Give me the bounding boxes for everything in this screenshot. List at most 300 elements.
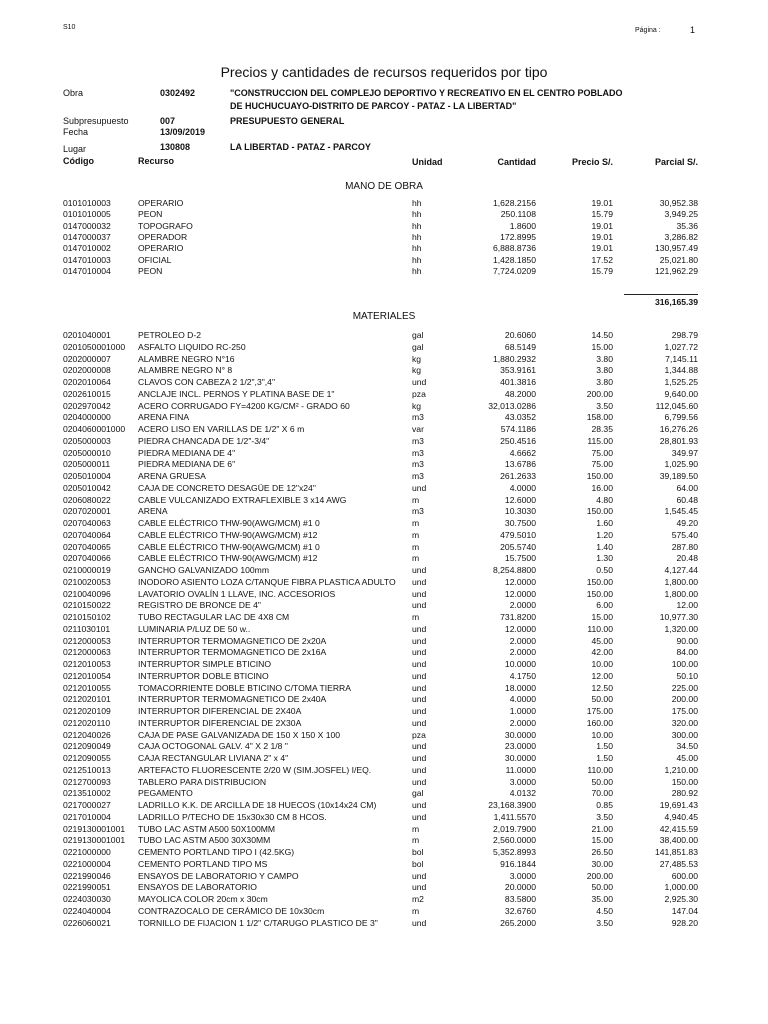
- row-unit: m: [412, 553, 420, 564]
- row-partial: 9,640.00: [664, 388, 698, 399]
- row-partial: 1,025.90: [664, 459, 698, 470]
- row-resource: CONTRAZOCALO DE CERÁMICO DE 10x30cm: [138, 905, 325, 916]
- table-row: [0, 706, 768, 717]
- row-partial: 34.50: [676, 741, 698, 752]
- row-qty: 261.2633: [500, 471, 536, 481]
- row-code: 0205010004: [63, 471, 111, 481]
- row-price: 3.50: [596, 400, 613, 411]
- subpresupuesto-label: Subpresupuesto: [63, 116, 129, 126]
- row-partial: 30,952.38: [659, 198, 698, 208]
- row-code: 0101010003: [63, 198, 111, 208]
- row-price: 150.00: [586, 506, 613, 517]
- row-qty: 3.0000: [509, 776, 536, 787]
- row-code: 0221000000: [63, 847, 111, 857]
- section-title-mano-de-obra: MANO DE OBRA: [345, 181, 423, 192]
- row-qty: 265.2000: [500, 917, 536, 928]
- table-row: [0, 401, 768, 412]
- row-unit: hh: [412, 209, 422, 220]
- row-resource: CLAVOS CON CABEZA 2 1/2",3",4": [138, 377, 275, 387]
- row-code: 0212020110: [63, 717, 111, 728]
- row-unit: m3: [412, 412, 424, 423]
- table-row: [0, 365, 768, 376]
- row-resource: LAVATORIO OVALÍN 1 LLAVE, INC. ACCESORIOS: [138, 588, 336, 599]
- row-price: 19.01: [591, 243, 613, 254]
- col-header-resource: Recurso: [138, 156, 175, 166]
- row-resource: ASFALTO LIQUIDO RC-250: [138, 341, 246, 352]
- row-price: 50.00: [591, 776, 613, 787]
- row-resource: ACERO CORRUGADO FY=4200 KG/CM² - GRADO 60: [138, 400, 350, 411]
- table-row: [0, 800, 768, 811]
- row-price: 17.52: [591, 254, 613, 265]
- row-price: 158.00: [586, 412, 613, 423]
- row-resource: INTERRUPTOR TERMOMAGNETICO DE 2x16A: [138, 647, 327, 658]
- mano-de-obra-total: 316,165.39: [654, 297, 698, 307]
- obra-label: Obra: [63, 88, 84, 98]
- row-price: 75.00: [591, 459, 613, 470]
- row-price: 15.79: [591, 209, 613, 220]
- row-qty: 30.7500: [504, 518, 536, 528]
- col-header-partial: Parcial S/.: [654, 157, 698, 167]
- table-row: [0, 636, 768, 647]
- row-code: 0147010002: [63, 243, 111, 254]
- row-partial: 150.00: [671, 776, 698, 787]
- row-qty: 8,254.8800: [492, 565, 536, 575]
- row-partial: 147.04: [671, 905, 698, 916]
- row-resource: LUMINARIA P/LUZ DE 50 w..: [138, 623, 251, 634]
- table-row: [0, 342, 768, 353]
- row-code: 0212700093: [63, 776, 111, 787]
- row-code: 0205000003: [63, 435, 111, 446]
- row-code: 0147010003: [63, 254, 111, 265]
- row-partial: 1,545.45: [664, 506, 698, 517]
- row-resource: REGISTRO DE BRONCE DE 4": [138, 600, 261, 611]
- row-partial: 175.00: [671, 706, 698, 716]
- row-code: 0101010005: [63, 209, 111, 220]
- row-unit: m: [412, 518, 420, 528]
- table-row: [0, 671, 768, 682]
- lugar-desc: LA LIBERTAD - PATAZ - PARCOY: [230, 142, 371, 152]
- row-qty: 2.0000: [509, 717, 536, 728]
- row-price: 1.30: [596, 553, 613, 564]
- table-row: [0, 812, 768, 823]
- row-partial: 121,962.29: [654, 265, 698, 276]
- row-unit: und: [412, 811, 427, 822]
- row-price: 150.00: [586, 576, 613, 587]
- table-row: [0, 918, 768, 929]
- row-price: 50.00: [591, 694, 613, 705]
- row-price: 200.00: [586, 870, 613, 881]
- row-code: 0221000004: [63, 858, 111, 869]
- row-unit: und: [412, 576, 427, 587]
- table-row: [0, 436, 768, 447]
- row-unit: und: [412, 882, 427, 893]
- row-code: 0210150022: [63, 600, 111, 611]
- subpresupuesto-desc: PRESUPUESTO GENERAL: [230, 116, 345, 126]
- row-code: 0212010054: [63, 670, 111, 681]
- row-resource: PIEDRA MEDIANA DE 4": [138, 447, 236, 458]
- table-row: [0, 506, 768, 517]
- row-qty: 13.6786: [504, 459, 536, 470]
- table-row: [0, 577, 768, 588]
- row-partial: 49.20: [676, 518, 698, 528]
- row-qty: 1,428.1850: [492, 254, 536, 265]
- row-resource: ACERO LISO EN VARILLAS DE 1/2" X 6 m: [138, 424, 305, 434]
- row-code: 0201040001: [63, 330, 111, 340]
- row-code: 0226060021: [63, 917, 111, 928]
- table-row: [0, 518, 768, 529]
- row-code: 0205010042: [63, 482, 111, 493]
- row-qty: 20.0000: [504, 882, 536, 893]
- page-number: 1: [690, 25, 696, 35]
- row-code: 0201050001000: [63, 341, 126, 352]
- row-partial: 349.97: [671, 447, 698, 458]
- row-unit: bol: [412, 847, 424, 857]
- row-resource: OFICIAL: [138, 254, 172, 265]
- row-partial: 4,940.45: [664, 811, 698, 822]
- row-price: 110.00: [587, 764, 613, 775]
- row-partial: 16,276.26: [659, 424, 698, 434]
- row-unit: m: [412, 905, 420, 916]
- row-partial: 3,286.82: [664, 231, 698, 242]
- table-row: [0, 542, 768, 553]
- row-partial: 38,400.00: [659, 835, 698, 846]
- row-partial: 6,799.56: [664, 412, 698, 423]
- row-code: 0211030101: [63, 623, 111, 634]
- row-code: 0221990046: [63, 870, 111, 881]
- row-price: 30.00: [591, 858, 613, 869]
- table-row: [0, 412, 768, 423]
- table-row: [0, 565, 768, 576]
- row-price: 0.50: [596, 565, 613, 575]
- row-qty: 30.0000: [504, 753, 536, 763]
- row-partial: 1,344.88: [664, 365, 698, 376]
- row-resource: TORNILLO DE FIJACION 1 1/2" C/TARUGO PLASTICO DE 3": [138, 917, 378, 928]
- table-row: [0, 483, 768, 494]
- row-qty: 20.6060: [504, 330, 536, 340]
- row-qty: 10.3030: [504, 506, 536, 517]
- row-qty: 5,352.8993: [492, 847, 536, 857]
- row-unit: m: [412, 612, 420, 622]
- row-code: 0212510013: [63, 764, 111, 775]
- row-resource: CABLE ELÉCTRICO THW-90(AWG/MCM) #12: [138, 553, 318, 564]
- row-resource: TABLERO PARA DISTRIBUCION: [138, 776, 267, 787]
- row-partial: 60.48: [676, 494, 698, 505]
- row-price: 160.00: [586, 717, 613, 728]
- row-qty: 3.0000: [509, 870, 536, 881]
- row-resource: INTERRUPTOR TERMOMAGNETICO DE 2x20A: [138, 635, 327, 646]
- subtotal-rule: [624, 294, 698, 295]
- row-qty: 2,560.0000: [492, 835, 536, 846]
- row-resource: PIEDRA CHANCADA DE 1/2"-3/4": [138, 435, 270, 446]
- row-qty: 4.6662: [509, 447, 536, 458]
- row-code: 0147000032: [63, 220, 111, 231]
- table-row: [0, 730, 768, 741]
- row-resource: LADRILLO P/TECHO DE 15x30x30 CM 8 HCOS.: [138, 811, 327, 822]
- table-row: [0, 495, 768, 506]
- row-resource: ANCLAJE INCL. PERNOS Y PLATINA BASE DE 1": [138, 388, 335, 399]
- row-unit: und: [412, 670, 427, 681]
- row-price: 19.01: [591, 198, 613, 208]
- row-code: 0202970042: [63, 400, 111, 411]
- row-unit: m3: [412, 471, 424, 481]
- row-qty: 205.5740: [500, 541, 536, 552]
- row-price: 150.00: [586, 588, 613, 599]
- table-row: [0, 694, 768, 705]
- row-price: 19.01: [591, 220, 613, 231]
- row-code: 0210040096: [63, 588, 111, 599]
- row-resource: ALAMBRE NEGRO N°16: [138, 353, 235, 364]
- row-partial: 42,415.59: [659, 823, 698, 834]
- row-unit: und: [412, 565, 427, 575]
- row-partial: 298.79: [671, 330, 698, 340]
- row-code: 0213510002: [63, 788, 111, 799]
- row-code: 0224030030: [63, 894, 111, 904]
- row-unit: und: [412, 741, 427, 752]
- row-partial: 130,957.49: [654, 243, 698, 254]
- row-partial: 225.00: [671, 682, 698, 693]
- row-resource: CAJA OCTOGONAL GALV. 4" X 2 1/8 ": [138, 741, 288, 752]
- row-price: 35.00: [591, 894, 613, 904]
- table-row: [0, 448, 768, 459]
- table-row: [0, 765, 768, 776]
- row-unit: m3: [412, 506, 424, 517]
- row-price: 45.00: [591, 635, 613, 646]
- table-row: [0, 871, 768, 882]
- row-qty: 48.2000: [504, 388, 536, 399]
- row-unit: und: [412, 870, 427, 881]
- row-partial: 300.00: [671, 729, 698, 740]
- row-code: 0207040064: [63, 529, 111, 540]
- row-price: 21.00: [591, 823, 613, 834]
- row-qty: 574.1186: [500, 424, 536, 434]
- row-resource: PETROLEO D-2: [138, 330, 202, 340]
- table-row: [0, 589, 768, 600]
- subpresupuesto-code: 007: [160, 116, 176, 126]
- row-price: 26.50: [591, 847, 613, 857]
- row-code: 0147010004: [63, 265, 111, 276]
- row-resource: CABLE VULCANIZADO EXTRAFLEXIBLE 3 x14 AWG: [138, 494, 347, 505]
- row-unit: und: [412, 917, 427, 928]
- table-row: [0, 471, 768, 482]
- row-resource: ARTEFACTO FLUORESCENTE 2/20 W (SIM.JOSFEL) I/EQ.: [138, 764, 372, 775]
- row-resource: OPERARIO: [138, 198, 184, 208]
- row-unit: und: [412, 800, 427, 810]
- row-qty: 7,724.0209: [492, 265, 536, 276]
- row-unit: m: [412, 823, 420, 834]
- row-resource: PEON: [138, 209, 163, 220]
- row-code: 0205000011: [63, 459, 111, 470]
- row-qty: 4.0000: [509, 482, 536, 493]
- row-price: 70.00: [591, 788, 613, 799]
- row-unit: und: [412, 776, 427, 787]
- row-unit: und: [412, 764, 427, 775]
- row-code: 0212000053: [63, 635, 111, 646]
- row-unit: und: [412, 623, 427, 634]
- row-price: 0.85: [596, 800, 613, 810]
- row-unit: und: [412, 694, 427, 705]
- row-unit: und: [412, 482, 427, 493]
- row-resource: OPERARIO: [138, 243, 184, 254]
- row-code: 0210150102: [63, 612, 111, 622]
- row-resource: ENSAYOS DE LABORATORIO: [138, 882, 257, 893]
- row-unit: pza: [412, 388, 426, 399]
- row-price: 6.00: [596, 600, 613, 611]
- row-qty: 1.0000: [509, 706, 536, 716]
- row-code: 0212040026: [63, 729, 111, 740]
- row-qty: 2.0000: [509, 647, 536, 658]
- row-partial: 50.10: [676, 670, 698, 681]
- row-price: 115.00: [587, 435, 613, 446]
- row-resource: INTERRUPTOR DOBLE BTICINO: [138, 670, 269, 681]
- row-code: 0204000000: [63, 412, 111, 423]
- row-partial: 600.00: [671, 870, 698, 881]
- row-partial: 100.00: [671, 659, 698, 669]
- row-qty: 916.1844: [500, 858, 536, 869]
- row-unit: bol: [412, 858, 424, 869]
- row-resource: CAJA DE PASE GALVANIZADA DE 150 X 150 X 100: [138, 729, 341, 740]
- row-resource: ARENA FINA: [138, 412, 190, 423]
- row-qty: 30.0000: [504, 729, 536, 740]
- table-row: [0, 718, 768, 729]
- report-code: S10: [63, 24, 76, 31]
- row-qty: 12.6000: [504, 494, 536, 505]
- row-code: 0207020001: [63, 506, 111, 517]
- row-qty: 11.0000: [505, 764, 536, 775]
- row-price: 15.79: [591, 265, 613, 276]
- row-price: 175.00: [586, 706, 613, 716]
- table-row: [0, 835, 768, 846]
- table-row: [0, 624, 768, 635]
- fecha-value: 13/09/2019: [160, 127, 206, 137]
- table-row: [0, 882, 768, 893]
- table-row: [0, 659, 768, 670]
- row-unit: hh: [412, 254, 422, 265]
- row-partial: 1,210.00: [664, 764, 698, 775]
- row-price: 110.00: [587, 623, 613, 634]
- row-qty: 353.9161: [500, 365, 536, 376]
- row-resource: CEMENTO PORTLAND TIPO I (42.5KG): [138, 847, 295, 857]
- row-price: 1.50: [596, 741, 613, 752]
- row-qty: 12.0000: [504, 588, 536, 599]
- row-partial: 90.00: [676, 635, 698, 646]
- obra-desc-line2: DE HUCHUCUAYO-DISTRITO DE PARCOY - PATAZ - LA LIBERTAD": [230, 101, 517, 111]
- row-code: 0210020053: [63, 576, 111, 587]
- row-qty: 250.4516: [500, 435, 536, 446]
- row-partial: 200.00: [671, 694, 698, 705]
- row-partial: 1,000.00: [664, 882, 698, 893]
- row-qty: 4.0132: [509, 788, 536, 799]
- row-qty: 32.6760: [504, 905, 536, 916]
- row-qty: 32,013.0286: [488, 400, 536, 411]
- row-partial: 35.36: [676, 220, 698, 231]
- table-row: [0, 824, 768, 835]
- row-code: 0224040004: [63, 905, 111, 916]
- table-row: [0, 847, 768, 858]
- row-unit: m2: [412, 894, 424, 904]
- row-code: 0202000008: [63, 365, 111, 376]
- row-price: 75.00: [591, 447, 613, 458]
- lugar-label: Lugar: [63, 144, 87, 154]
- row-partial: 112,045.60: [655, 400, 698, 411]
- row-resource: TOPOGRAFO: [138, 220, 193, 231]
- row-qty: 731.8200: [500, 612, 536, 622]
- row-price: 4.80: [596, 494, 613, 505]
- row-price: 1.60: [596, 518, 613, 528]
- row-resource: TOMACORRIENTE DOBLE BTICINO C/TOMA TIERRA: [138, 682, 351, 693]
- table-row: [0, 209, 768, 220]
- row-unit: hh: [412, 243, 422, 254]
- row-unit: und: [412, 717, 427, 728]
- row-code: 0204060001000: [63, 424, 126, 434]
- row-unit: und: [412, 647, 427, 658]
- row-unit: und: [412, 659, 427, 669]
- row-resource: INTERRUPTOR SIMPLE BTICINO: [138, 659, 272, 669]
- row-qty: 6,888.8736: [492, 243, 536, 254]
- row-unit: und: [412, 753, 427, 763]
- row-code: 0202010064: [63, 377, 111, 387]
- row-resource: INTERRUPTOR TERMOMAGNETICO DE 2x40A: [138, 694, 327, 705]
- row-code: 0212010053: [63, 659, 111, 669]
- row-price: 150.00: [586, 471, 613, 481]
- row-unit: hh: [412, 265, 422, 276]
- row-resource: LADRILLO K.K. DE ARCILLA DE 18 HUECOS (10x14x24 CM): [138, 800, 377, 810]
- row-partial: 141,851.83: [654, 847, 698, 857]
- row-partial: 25,021.80: [659, 254, 698, 265]
- row-qty: 172.8995: [500, 231, 536, 242]
- row-unit: m3: [412, 459, 424, 470]
- table-row: [0, 647, 768, 658]
- row-qty: 12.0000: [504, 576, 536, 587]
- col-header-qty: Cantidad: [497, 157, 536, 167]
- row-qty: 68.5149: [504, 341, 536, 352]
- table-row: [0, 243, 768, 254]
- page-label: Página :: [635, 27, 661, 34]
- row-unit: gal: [412, 341, 424, 352]
- row-code: 0212000063: [63, 647, 111, 658]
- row-partial: 3,949.25: [664, 209, 698, 220]
- obra-desc-line1: "CONSTRUCCION DEL COMPLEJO DEPORTIVO Y RECREATIVO EN EL CENTRO POBLADO: [230, 88, 623, 98]
- fecha-label: Fecha: [63, 127, 89, 137]
- row-unit: kg: [412, 365, 422, 376]
- row-unit: und: [412, 377, 427, 387]
- row-resource: PEON: [138, 265, 163, 276]
- row-resource: CEMENTO PORTLAND TIPO MS: [138, 858, 268, 869]
- row-price: 12.00: [591, 670, 613, 681]
- row-unit: und: [412, 706, 427, 716]
- row-price: 3.80: [596, 365, 613, 376]
- row-partial: 45.00: [676, 753, 698, 763]
- row-partial: 2,925.30: [664, 894, 698, 904]
- row-resource: CABLE ELÉCTRICO THW-90(AWG/MCM) #1 0: [138, 541, 320, 552]
- table-row: [0, 553, 768, 564]
- row-unit: hh: [412, 198, 422, 208]
- row-price: 3.80: [596, 377, 613, 387]
- row-price: 3.80: [596, 353, 613, 364]
- row-resource: ALAMBRE NEGRO N° 8: [138, 365, 233, 376]
- lugar-code: 130808: [160, 142, 191, 152]
- row-price: 15.00: [591, 612, 613, 622]
- row-code: 0212020109: [63, 706, 111, 716]
- table-row: [0, 894, 768, 905]
- row-code: 0202610015: [63, 388, 111, 399]
- row-qty: 1.8600: [509, 220, 536, 231]
- row-code: 0207040065: [63, 541, 111, 552]
- row-qty: 401.3816: [500, 377, 536, 387]
- row-partial: 1,320.00: [664, 623, 698, 634]
- row-partial: 84.00: [676, 647, 698, 658]
- col-header-code: Código: [63, 156, 94, 166]
- row-partial: 575.40: [671, 529, 698, 540]
